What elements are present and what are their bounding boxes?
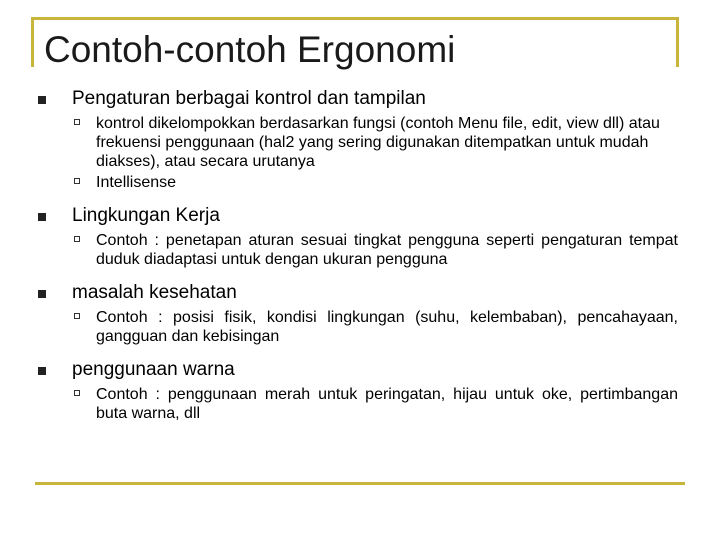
sub-list-item-text: Contoh : posisi fisik, kondisi lingkungan (suhu, kelembaban), pencahayaan, gangguan dan kebisingan	[96, 309, 678, 345]
sub-list-item-text: kontrol dikelompokkan berdasarkan fungsi (contoh Menu file, edit, view dll) atau frekuensi penggunaan (hal2 yang sering digunakan ditempatkan untuk mudah diakses), atau secara urutanya	[96, 115, 660, 170]
title-frame-left-rule	[31, 17, 34, 67]
list-item-label: penggunaan warna	[72, 359, 235, 380]
sub-list-item	[96, 308, 678, 346]
sub-list-item	[96, 385, 678, 423]
hollow-square-bullet-icon	[74, 119, 80, 125]
sub-list-item	[96, 114, 678, 171]
square-bullet-icon	[38, 290, 46, 298]
hollow-square-bullet-icon	[74, 236, 80, 242]
list-item	[38, 280, 678, 306]
square-bullet-icon	[38, 367, 46, 375]
hollow-square-bullet-icon	[74, 313, 80, 319]
list-item-label: masalah kesehatan	[72, 282, 237, 303]
slide-title: Contoh-contoh Ergonomi	[44, 29, 456, 70]
bottom-rule	[35, 482, 685, 485]
square-bullet-icon	[38, 213, 46, 221]
list-item	[38, 357, 678, 383]
hollow-square-bullet-icon	[74, 390, 80, 396]
title-frame-right-rule	[676, 17, 679, 67]
sub-list-item	[96, 173, 678, 192]
list-item-label: Lingkungan Kerja	[72, 205, 220, 226]
sub-list-item	[96, 231, 678, 269]
title-frame-top-rule	[31, 17, 678, 20]
sub-list-item-text: Contoh : penggunaan merah untuk peringatan, hijau untuk oke, pertimbangan buta warna, dll	[96, 386, 678, 422]
list-item-label: Pengaturan berbagai kontrol dan tampilan	[72, 88, 426, 109]
sub-list-item-text: Intellisense	[96, 174, 177, 191]
list-item	[38, 203, 678, 229]
hollow-square-bullet-icon	[74, 178, 80, 184]
sub-list-item-text: Contoh : penetapan aturan sesuai tingkat pengguna seperti pengaturan tempat duduk diadaptasi untuk dengan ukuran pengguna	[96, 232, 678, 268]
square-bullet-icon	[38, 96, 46, 104]
list-item	[38, 86, 678, 112]
bullet-list	[38, 86, 678, 423]
